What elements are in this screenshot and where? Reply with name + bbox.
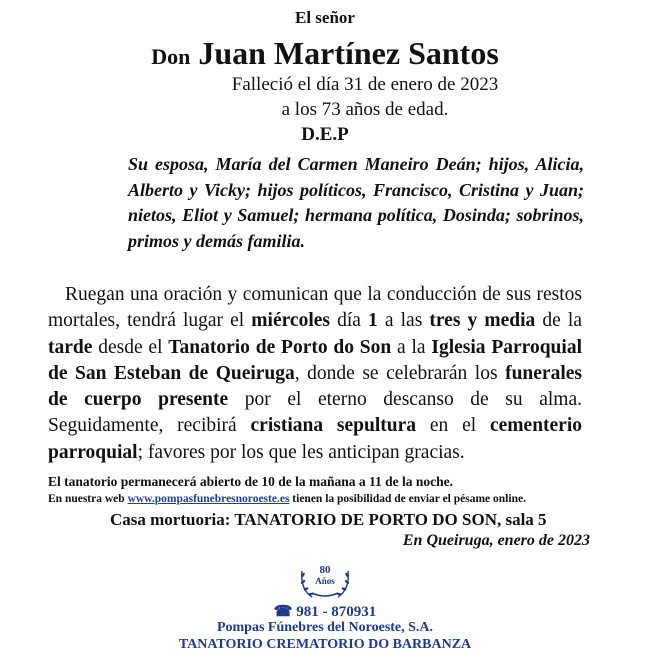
body-paragraph: Ruegan una oración y comunican que la conducción de sus restos mortales, tendrá lugar el miércoles día 1 a las tres y media de la tarde desde el Tanatorio de Porto do Son a la Iglesia Parroquial de San Esteban de Queiruga, donde se celebrarán los funerales de cuerpo presente por el eterno descanso de su alma. Seguidamente, recibirá cristiana sepultura en el cementerio parroquial; favores por los que les anticipan gracias. [48,284,583,463]
dep-text: D.E.P [301,124,349,145]
deceased-name [0,35,650,72]
opening-hours: El tanatorio permanecerá abierto de 10 de la mañana a 11 de la noche. [48,474,453,489]
website-link[interactable]: www.pompasfunebresnoroeste.es [127,493,290,505]
family-paragraph: Su esposa, María del Carmen Maneiro Deán; hijos, Alicia, Alberto y Vicky; hijos políticos, Francisco, Cristina y Juan; nietos, Eliot y Samuel; hermana política, Dosinda; sobrinos, primos y demás familia. [128,154,584,251]
anniversary-badge [290,553,360,605]
tanatorio-name: TANATORIO CREMATORIO DO BARBANZA [178,637,472,652]
place-date: En Queiruga, enero de 2023 [402,532,590,549]
svg-text:80: 80 [319,564,331,576]
name-prefix: Don [151,44,191,69]
casa-mortuoria: Casa mortuoria: TANATORIO DE PORTO DO SON, sala 5 [110,510,547,529]
phone-number: ☎ 981 - 870931 [273,604,377,620]
intro-text: El señor [295,8,355,27]
name-text: Juan Martínez Santos [198,35,499,71]
svg-text:Años: Años [315,576,335,586]
company-name: Pompas Fúnebres del Noroeste, S.A. [216,620,434,635]
phone-icon: ☎ [273,604,293,620]
death-date: Falleció el día 31 de enero de 2023 [231,74,499,95]
death-age: a los 73 años de edad. [281,99,449,120]
web-notice: En nuestra web www.pompasfunebresnoroeste.es tienen la posibilidad de enviar el pésame online. [48,493,526,505]
